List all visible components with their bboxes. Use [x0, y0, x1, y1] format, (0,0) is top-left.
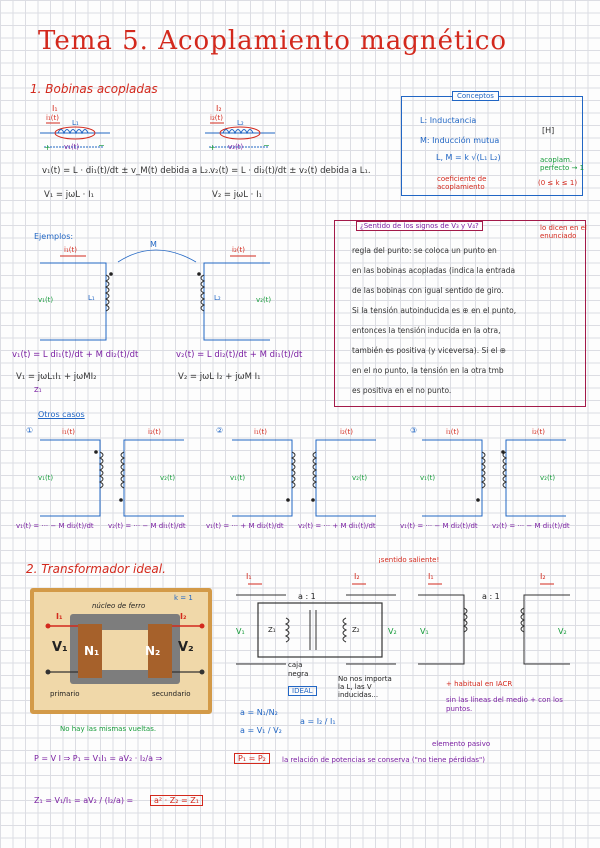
coil1-minus: −	[98, 141, 105, 150]
sign-corner: lo dicen en el enunciado	[540, 224, 587, 240]
ideal-habitual: + habitual en IACR	[446, 680, 513, 688]
case-1-v1: v₁(t)	[38, 474, 54, 482]
concepts-coef: coeficiente de acoplamiento	[437, 175, 487, 191]
ideal2-V1: V₁	[420, 627, 429, 636]
ex-V2-eq: V₂ = jωL I₂ + jωM I₁	[178, 372, 261, 382]
case-2-i1: i₁(t)	[254, 428, 267, 436]
ideal-z2: Z₂	[352, 626, 360, 634]
case-2-v1: v₁(t)	[230, 474, 246, 482]
ideal-sentido: ¡sentido saliente!	[378, 556, 440, 564]
ex-L1: L₁	[88, 294, 95, 302]
ex-i2: i₂(t)	[232, 246, 245, 254]
case-3-v2: v₂(t)	[540, 474, 556, 482]
power-eq: P = V I ⇒ P₁ = V₁I₁ = aV₂ · I₂/a ⇒	[34, 754, 163, 763]
ideal-tag: IDEAL	[288, 686, 317, 696]
ideal-a-eq1: a = N₁/N₂	[240, 708, 278, 717]
section2-heading: 2. Transformador ideal.	[26, 562, 166, 576]
ideal2-V2: V₂	[558, 627, 567, 636]
ex-i1: i₁(t)	[64, 246, 77, 254]
eq2-v2t: v₂(t) = L · di₂(t)/dt ± v₂(t) debida a L₁.	[210, 166, 371, 176]
concepts-l: L: Inductancia	[420, 116, 477, 125]
ideal-caja-note: No nos importa la L, las V inducidas...	[338, 675, 392, 699]
ideal-V1: V₁	[236, 627, 245, 636]
impedance-eq: Z₁ = V₁/I₁ = aV₂ / (I₂/a) =	[34, 796, 134, 805]
power-note: la relación de potencias se conserva ("no tiene pérdidas")	[282, 756, 485, 764]
coil1-v1: v₁(t)	[64, 143, 80, 151]
ideal-I1: I₁	[246, 572, 252, 581]
tf-secundario: secundario	[152, 690, 191, 698]
sign-question: ¿Sentido de los signos de V₃ y V₄?	[356, 221, 483, 231]
case-3-eq-b: v₂(t) = ··· − M di₁(t)/dt	[492, 522, 570, 530]
tf-V2: V₂	[178, 640, 194, 655]
eq1-v1t: v₁(t) = L · di₁(t)/dt ± v_M(t) debida a L₂.	[42, 166, 211, 176]
case-1-v2: v₂(t)	[160, 474, 176, 482]
case-3-i2: i₂(t)	[532, 428, 545, 436]
case-2-v2: v₂(t)	[352, 474, 368, 482]
concepts-perfect: acoplam. perfecto → 1	[540, 156, 585, 172]
page-title: Tema 5. Acoplamiento magnético	[38, 26, 508, 56]
case-1-eq-a: v₁(t) = ··· − M di₂(t)/dt	[16, 522, 94, 530]
ideal-ratio: a : 1	[298, 592, 316, 601]
tf-k: k = 1	[174, 594, 193, 602]
coil2-v2: v₂(t)	[228, 143, 244, 151]
case-1-i2: i₂(t)	[148, 428, 161, 436]
coil2-i2: I₂	[216, 104, 222, 113]
ideal-caja: caja negra	[288, 661, 309, 678]
ex-z1: Z₁	[34, 386, 42, 394]
other-cases-heading: Otros casos	[38, 410, 85, 419]
sign-line-7: es positiva en el no punto.	[352, 386, 452, 395]
ex-v1: v₁(t)	[38, 296, 54, 304]
coil1-i1: I₁	[52, 104, 58, 113]
eq2-V2: V₂ = jωL · I₁	[212, 190, 262, 200]
sign-line-4: entonces la tensión inducida en la otra,	[352, 326, 501, 335]
ideal-I2: I₂	[354, 572, 360, 581]
coil1-plus: +	[44, 143, 51, 152]
tf-N2: N₂	[145, 644, 161, 658]
ideal-z1: Z₁	[268, 626, 276, 634]
section1-heading: 1. Bobinas acopladas	[30, 82, 158, 96]
case-3-v1: v₁(t)	[420, 474, 436, 482]
case-3-number: ③	[410, 426, 418, 435]
tf-nucleo: núcleo de ferro	[92, 602, 146, 610]
concepts-unit: [H]	[542, 126, 555, 135]
examples-M: M	[150, 240, 157, 249]
tf-N1: N₁	[84, 644, 100, 658]
coil2-plus: +	[209, 143, 216, 152]
eq1-V1: V₁ = jωL · I₁	[44, 190, 94, 200]
ideal-sin-lineas: sin las líneas del medio + con los puntos.	[446, 696, 563, 713]
ideal2-I1: I₁	[428, 572, 434, 581]
ex-L2: L₂	[214, 294, 221, 302]
concepts-range: (0 ≤ k ≤ 1)	[538, 179, 578, 187]
sign-line-1: en las bobinas acopladas (indica la entrada	[352, 266, 516, 275]
case-3-i1: i₁(t)	[446, 428, 459, 436]
coil2-i2t: i₂(t)	[210, 114, 223, 122]
tf-V1: V₁	[52, 640, 68, 655]
coil1-i1t: i₁(t)	[46, 114, 59, 122]
sign-line-3: Si la tensión autoinducida es ⊕ en el punto,	[352, 306, 517, 315]
coil2-L2: L₂	[237, 119, 244, 127]
concepts-formula: L, M = k √(L₁ L₂)	[436, 153, 501, 162]
impedance-box: a² · Z₂ = Z₁	[150, 795, 203, 806]
tf-primario: primario	[50, 690, 80, 698]
ideal2-ratio: a : 1	[482, 592, 500, 601]
sign-line-0: regla del punto: se coloca un punto en	[352, 246, 497, 255]
concepts-label: Conceptos	[452, 91, 499, 101]
elemento-pasivo: elemento pasivo	[432, 740, 491, 748]
sign-line-5: también es positiva (y viceversa). Si el ⊕	[352, 346, 507, 355]
sign-line-6: en el no punto, la tensión en la otra tmb	[352, 366, 504, 375]
case-1-eq-b: v₂(t) = ··· − M di₁(t)/dt	[108, 522, 186, 530]
coil2-minus: −	[263, 141, 270, 150]
coil1-L1: L₁	[72, 119, 79, 127]
case-2-eq-b: v₂(t) = ··· + M di₁(t)/dt	[298, 522, 376, 530]
tf-I1: I₁	[56, 612, 63, 621]
power-box: P₁ = P₂	[234, 753, 270, 764]
sign-line-2: de las bobinas con igual sentido de giro.	[352, 286, 504, 295]
ex-v1-eq: v₁(t) = L di₁(t)/dt + M di₂(t)/dt	[12, 350, 139, 360]
case-2-eq-a: v₁(t) = ··· + M di₂(t)/dt	[206, 522, 284, 530]
ex-v2-eq: v₂(t) = L di₂(t)/dt + M di₁(t)/dt	[176, 350, 303, 360]
ideal-a-eq2: a = I₂ / I₁	[300, 717, 336, 726]
case-1-i1: i₁(t)	[62, 428, 75, 436]
ideal-a-eq3: a = V₁ / V₂	[240, 726, 282, 735]
ideal-V2: V₂	[388, 627, 397, 636]
case-3-eq-a: v₁(t) = ··· − M di₂(t)/dt	[400, 522, 478, 530]
tf-I2: I₂	[180, 612, 187, 621]
tf-not-same: No hay las mismas vueltas.	[60, 725, 157, 733]
case-2-number: ②	[216, 426, 224, 435]
examples-heading: Ejemplos:	[34, 232, 74, 241]
case-1-number: ①	[26, 426, 34, 435]
case-2-i2: i₂(t)	[340, 428, 353, 436]
ex-V1-eq: V₁ = jωL₁I₁ + jωMI₂	[16, 372, 97, 382]
ex-v2: v₂(t)	[256, 296, 272, 304]
ideal2-I2: I₂	[540, 572, 546, 581]
concepts-m: M: Inducción mutua	[420, 136, 500, 145]
